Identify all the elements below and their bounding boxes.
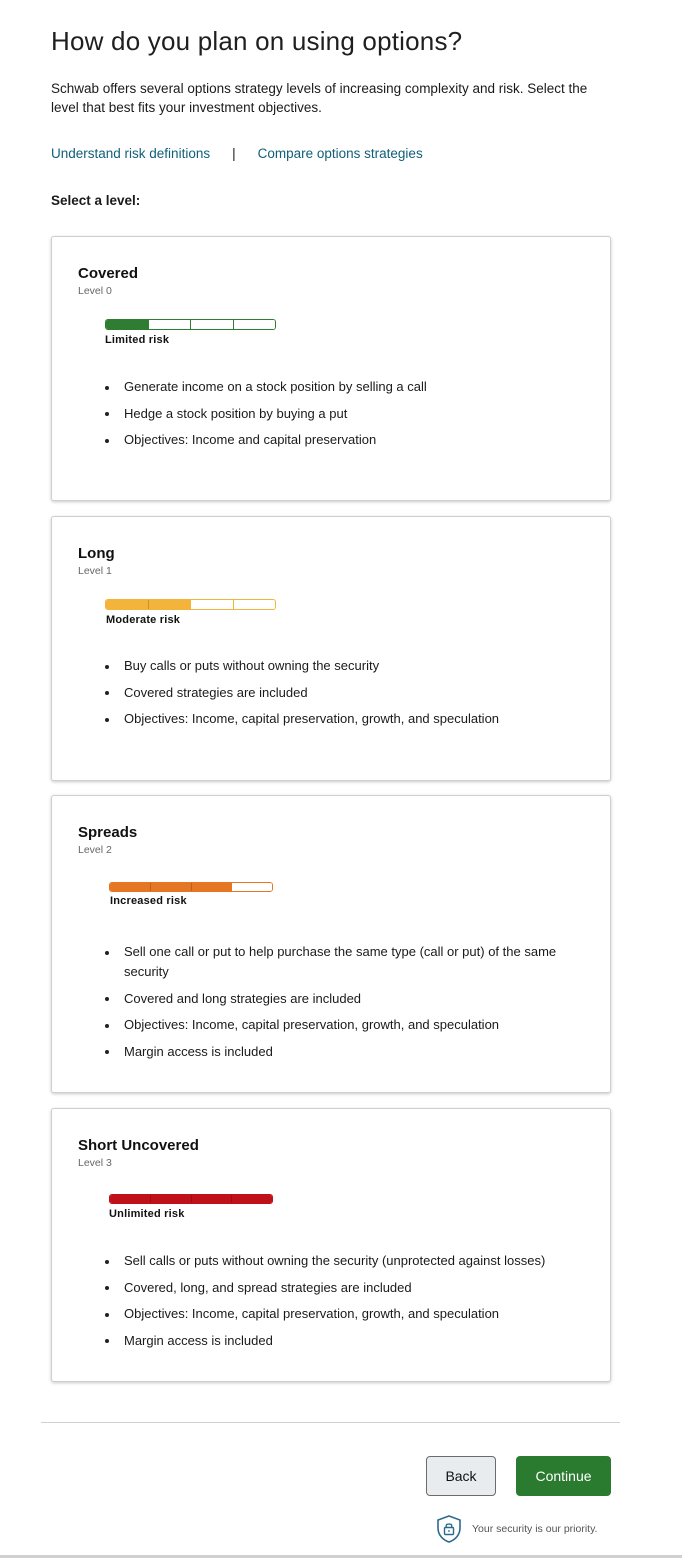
risk-segment-empty bbox=[148, 320, 191, 329]
risk-segment-filled bbox=[110, 883, 150, 891]
list-item: Sell one call or put to help purchase the same type (call or put) of the same security bbox=[105, 942, 575, 982]
risk-segment-filled bbox=[148, 600, 191, 609]
level-card-spreads[interactable] bbox=[51, 795, 611, 1093]
intro-text: Schwab offers several options strategy levels of increasing complexity and risk. Select the level that best fits your investment objectives. bbox=[51, 81, 588, 115]
level-card-title: Long bbox=[78, 545, 115, 562]
link-separator: | bbox=[232, 146, 236, 161]
list-item: Covered and long strategies are included bbox=[105, 989, 575, 1009]
list-item: Covered strategies are included bbox=[105, 683, 575, 703]
level-card-level: Level 2 bbox=[78, 844, 112, 856]
level-card-covered[interactable] bbox=[51, 236, 611, 501]
compare-options-strategies-link[interactable]: Compare options strategies bbox=[257, 146, 423, 161]
help-links bbox=[51, 146, 423, 161]
back-button[interactable]: Back bbox=[426, 1456, 496, 1496]
level-card-bullets bbox=[105, 656, 575, 736]
risk-segment-empty bbox=[231, 883, 272, 891]
list-item: Generate income on a stock position by selling a call bbox=[105, 377, 575, 397]
level-card-level: Level 0 bbox=[78, 285, 112, 297]
risk-segment-empty bbox=[233, 600, 276, 609]
risk-meter bbox=[105, 319, 276, 330]
risk-label: Unlimited risk bbox=[109, 1208, 185, 1220]
list-item: Sell calls or puts without owning the security (unprotected against losses) bbox=[105, 1251, 575, 1271]
understand-risk-definitions-link[interactable]: Understand risk definitions bbox=[51, 146, 211, 161]
risk-label: Limited risk bbox=[105, 334, 170, 346]
risk-label: Increased risk bbox=[110, 895, 187, 907]
list-item: Hedge a stock position by buying a put bbox=[105, 404, 575, 424]
level-card-title: Spreads bbox=[78, 824, 138, 841]
risk-segment-filled bbox=[231, 1195, 272, 1203]
risk-segment-empty bbox=[190, 320, 233, 329]
risk-segment-filled bbox=[191, 1195, 232, 1203]
list-item: Objectives: Income, capital preservation, growth, and speculation bbox=[105, 709, 575, 729]
level-card-title: Covered bbox=[78, 265, 139, 282]
level-card-long[interactable] bbox=[51, 516, 611, 781]
risk-meter bbox=[109, 1194, 273, 1204]
level-card-title: Short Uncovered bbox=[78, 1137, 199, 1154]
security-notice bbox=[434, 1514, 597, 1544]
continue-button[interactable]: Continue bbox=[516, 1456, 611, 1496]
level-card-level: Level 1 bbox=[78, 565, 112, 577]
list-item: Covered, long, and spread strategies are included bbox=[105, 1278, 575, 1298]
risk-meter bbox=[109, 882, 273, 892]
risk-segment-filled bbox=[150, 1195, 191, 1203]
level-card-short-uncovered[interactable] bbox=[51, 1108, 611, 1382]
risk-segment-filled bbox=[106, 320, 148, 329]
level-card-bullets bbox=[105, 377, 575, 457]
list-item: Margin access is included bbox=[105, 1042, 575, 1062]
list-item: Objectives: Income and capital preservation bbox=[105, 430, 575, 450]
shield-lock-icon bbox=[434, 1514, 464, 1544]
footer-divider bbox=[41, 1422, 620, 1423]
risk-label: Moderate risk bbox=[106, 614, 181, 626]
list-item: Objectives: Income, capital preservation, growth, and speculation bbox=[105, 1304, 575, 1324]
risk-meter bbox=[105, 599, 276, 610]
security-text: Your security is our priority. bbox=[472, 1523, 598, 1535]
risk-segment-filled bbox=[106, 600, 148, 609]
list-item: Margin access is included bbox=[105, 1331, 575, 1351]
page-title: How do you plan on using options? bbox=[51, 26, 463, 56]
list-item: Objectives: Income, capital preservation, growth, and speculation bbox=[105, 1015, 575, 1035]
select-level-label: Select a level: bbox=[51, 193, 141, 208]
level-card-level: Level 3 bbox=[78, 1157, 112, 1169]
list-item: Buy calls or puts without owning the security bbox=[105, 656, 575, 676]
risk-segment-filled bbox=[110, 1195, 150, 1203]
level-card-bullets bbox=[105, 1251, 575, 1357]
risk-segment-empty bbox=[233, 320, 276, 329]
risk-segment-filled bbox=[191, 883, 232, 891]
risk-segment-empty bbox=[190, 600, 233, 609]
risk-segment-filled bbox=[150, 883, 191, 891]
level-card-bullets bbox=[105, 942, 575, 1068]
